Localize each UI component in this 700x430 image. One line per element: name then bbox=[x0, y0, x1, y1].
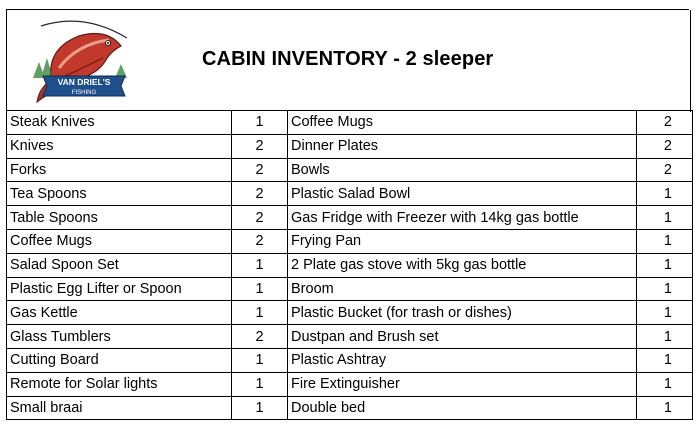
right-item-qty: 1 bbox=[637, 182, 693, 206]
left-item-qty: 1 bbox=[232, 111, 288, 135]
right-item-name: Plastic Bucket (for trash or dishes) bbox=[288, 301, 637, 325]
table-row bbox=[7, 134, 693, 158]
table-row bbox=[7, 277, 693, 301]
left-item-name: Steak Knives bbox=[7, 111, 232, 135]
header-box bbox=[6, 9, 689, 111]
table-row bbox=[7, 229, 693, 253]
left-item-qty: 2 bbox=[232, 158, 288, 182]
fish-logo-icon bbox=[29, 18, 139, 108]
logo-text-bottom: FISHING bbox=[71, 90, 97, 96]
inventory-sheet bbox=[6, 9, 691, 426]
left-item-qty: 1 bbox=[232, 277, 288, 301]
right-item-name: Frying Pan bbox=[288, 229, 637, 253]
left-item-qty: 1 bbox=[232, 253, 288, 277]
right-item-qty: 1 bbox=[637, 396, 693, 420]
right-item-qty: 1 bbox=[637, 301, 693, 325]
left-item-name: Remote for Solar lights bbox=[7, 372, 232, 396]
left-item-name: Coffee Mugs bbox=[7, 229, 232, 253]
right-item-name: Gas Fridge with Freezer with 14kg gas bottle bbox=[288, 206, 637, 230]
right-item-qty: 2 bbox=[637, 134, 693, 158]
right-item-qty: 1 bbox=[637, 325, 693, 349]
left-item-qty: 2 bbox=[232, 325, 288, 349]
left-item-qty: 1 bbox=[232, 372, 288, 396]
right-item-qty: 2 bbox=[637, 111, 693, 135]
left-item-qty: 1 bbox=[232, 348, 288, 372]
right-item-name: Fire Extinguisher bbox=[288, 372, 637, 396]
right-item-name: Double bed bbox=[288, 396, 637, 420]
left-item-qty: 1 bbox=[232, 301, 288, 325]
right-item-qty: 1 bbox=[637, 206, 693, 230]
table-row bbox=[7, 111, 693, 135]
table-row bbox=[7, 253, 693, 277]
left-item-name: Table Spoons bbox=[7, 206, 232, 230]
left-item-name: Gas Kettle bbox=[7, 301, 232, 325]
table-row bbox=[7, 325, 693, 349]
left-item-qty: 2 bbox=[232, 229, 288, 253]
right-item-qty: 1 bbox=[637, 348, 693, 372]
right-item-qty: 1 bbox=[637, 277, 693, 301]
table-row bbox=[7, 301, 693, 325]
right-item-name: Broom bbox=[288, 277, 637, 301]
table-row bbox=[7, 348, 693, 372]
left-item-qty: 1 bbox=[232, 396, 288, 420]
table-row bbox=[7, 372, 693, 396]
left-item-name: Plastic Egg Lifter or Spoon bbox=[7, 277, 232, 301]
table-row bbox=[7, 206, 693, 230]
left-item-name: Forks bbox=[7, 158, 232, 182]
left-item-name: Tea Spoons bbox=[7, 182, 232, 206]
left-item-qty: 2 bbox=[232, 182, 288, 206]
logo-text-top: VAN DRIEL'S bbox=[57, 77, 111, 87]
right-item-name: Plastic Ashtray bbox=[288, 348, 637, 372]
right-item-name: Dinner Plates bbox=[288, 134, 637, 158]
table-row bbox=[7, 158, 693, 182]
left-item-name: Knives bbox=[7, 134, 232, 158]
left-item-name: Salad Spoon Set bbox=[7, 253, 232, 277]
left-item-name: Glass Tumblers bbox=[7, 325, 232, 349]
left-item-name: Small braai bbox=[7, 396, 232, 420]
right-item-qty: 1 bbox=[637, 253, 693, 277]
right-item-qty: 1 bbox=[637, 229, 693, 253]
left-item-name: Cutting Board bbox=[7, 348, 232, 372]
inventory-table bbox=[6, 110, 693, 420]
left-item-qty: 2 bbox=[232, 206, 288, 230]
table-row bbox=[7, 182, 693, 206]
right-item-name: Dustpan and Brush set bbox=[288, 325, 637, 349]
left-item-qty: 2 bbox=[232, 134, 288, 158]
right-item-name: Bowls bbox=[288, 158, 637, 182]
table-row bbox=[7, 396, 693, 420]
page-title: CABIN INVENTORY - 2 sleeper bbox=[202, 48, 494, 70]
right-item-name: Coffee Mugs bbox=[288, 111, 637, 135]
right-item-qty: 2 bbox=[637, 158, 693, 182]
right-item-name: 2 Plate gas stove with 5kg gas bottle bbox=[288, 253, 637, 277]
right-item-qty: 1 bbox=[637, 372, 693, 396]
right-item-name: Plastic Salad Bowl bbox=[288, 182, 637, 206]
